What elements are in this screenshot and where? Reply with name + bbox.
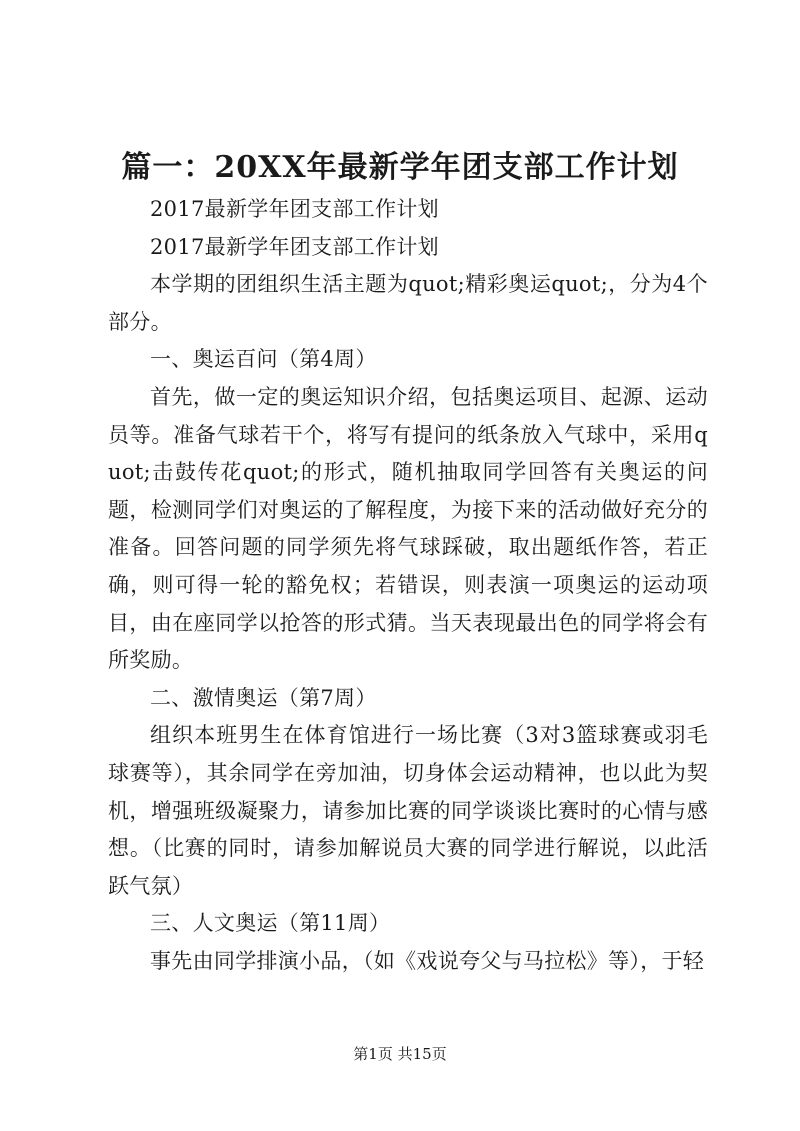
page-footer: 第1页 共15页 (353, 1045, 447, 1063)
section-heading-3: 三、人文奥运（第11周） (150, 911, 391, 936)
document-title: 篇一：20XX年最新学年团支部工作计划 (121, 150, 679, 185)
section-heading-2: 二、激情奥运（第7周） (150, 685, 377, 710)
paragraph-section-1: 首先，做一定的奥运知识介绍，包括奥运项目、起源、运动员等。准备气球若干个，将写有提问的纸条放入气球中，采用quot;击鼓传花quot;的形式，随机抽取同学回答有关奥运的问题，检测同学们对奥运的了解程度，为接下来的活动做好充分的准备。回答问题的同学须先将气球踩破，取出题纸作答，若正确，则可得一轮的豁免权；若错误，则表演一项奥运的运动项目，由在座同学以抢答的形式猜。当天表现最出色的同学将会有所奖励。 (108, 384, 708, 673)
document-body (108, 191, 708, 980)
paragraph-section-3: 事先由同学排演小品，（如《戏说夸父与马拉松》等），于轻 (150, 948, 705, 973)
paragraph-subtitle-2: 2017最新学年团支部工作计划 (150, 234, 439, 259)
section-heading-1: 一、奥运百问（第4周） (150, 347, 377, 372)
paragraph-subtitle-1: 2017最新学年团支部工作计划 (150, 197, 439, 221)
paragraph-section-2: 组织本班男生在体育馆进行一场比赛（3对3篮球赛或羽毛球赛等），其余同学在旁加油，切身体会运动精神，也以此为契机，增强班级凝聚力，请参加比赛的同学谈谈比赛时的心情与感想。（比赛的同时，请参加解说员大赛的同学进行解说，以此活跃气氛） (108, 723, 708, 898)
paragraph-intro: 本学期的团组织生活主题为quot;精彩奥运quot;，分为4个部分。 (108, 272, 708, 334)
